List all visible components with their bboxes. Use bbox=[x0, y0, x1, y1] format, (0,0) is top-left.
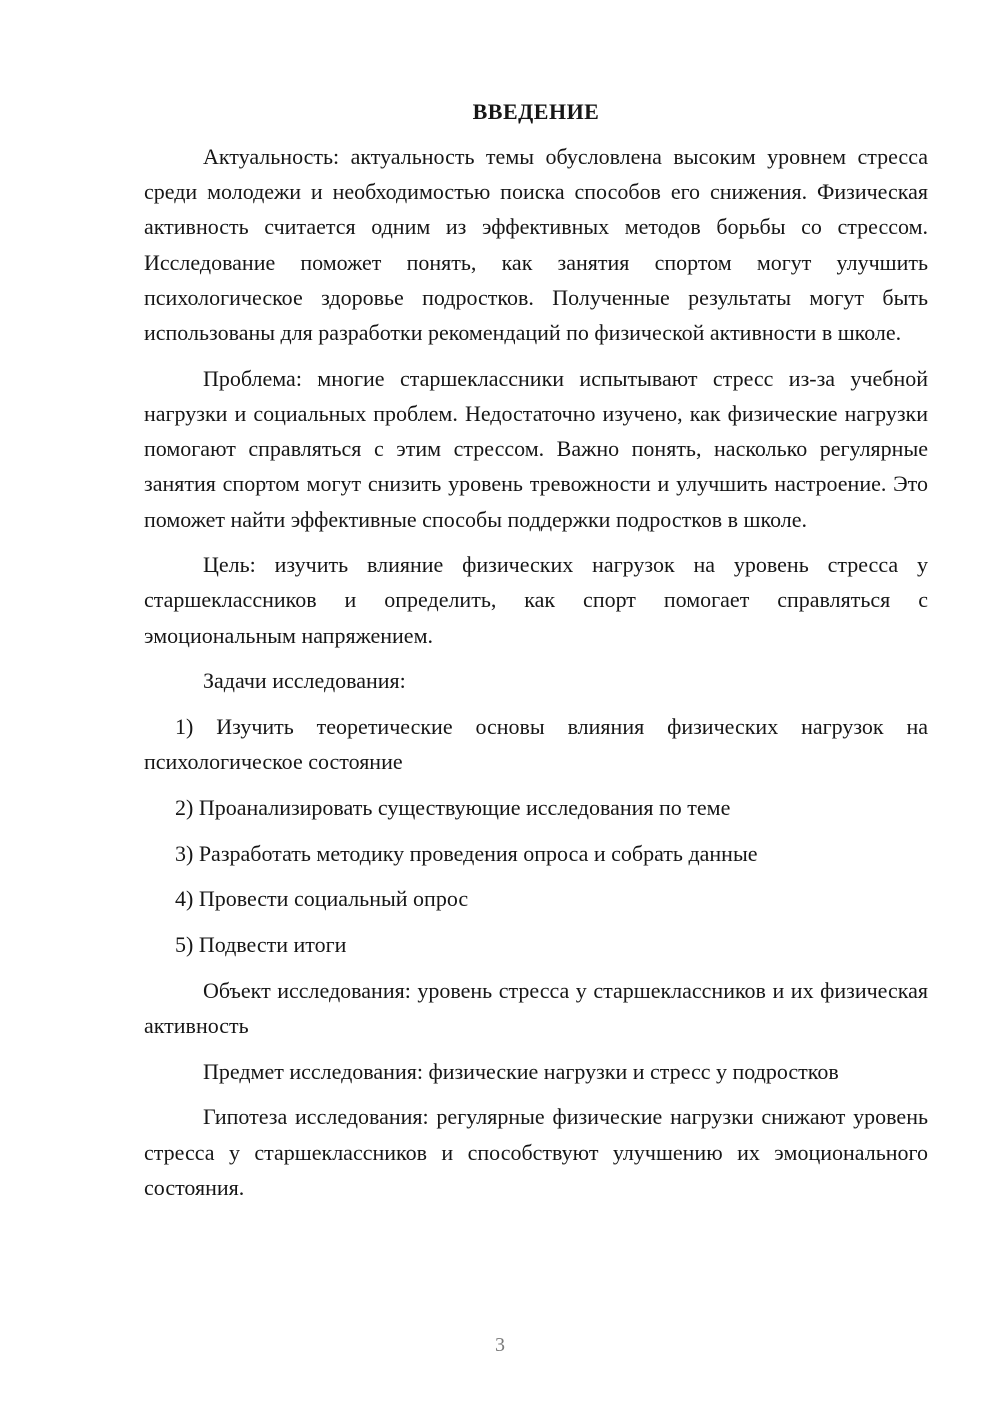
task-item-2: 2) Проанализировать существующие исследования по теме bbox=[175, 794, 731, 820]
tasks-heading: Задачи исследования: bbox=[203, 668, 406, 694]
task-item-1: 1) Изучить теоретические основы влияния физических нагрузок на психологическое состояние bbox=[144, 714, 928, 775]
hypothesis-paragraph: Гипотеза исследования: регулярные физические нагрузки снижают уровень стресса у старшеклассников и способствуют улучшению их эмоционального состояния. bbox=[144, 1104, 928, 1200]
goal-paragraph: Цель: изучить влияние физических нагрузок на уровень стресса у старшеклассников и определить, как спорт помогает справляться с эмоциональным напряжением. bbox=[144, 552, 928, 648]
object-paragraph: Объект исследования: уровень стресса у старшеклассников и их физическая активность bbox=[144, 977, 928, 1038]
task-item-4: 4) Провести социальный опрос bbox=[175, 886, 469, 912]
relevance-paragraph: Актуальность: актуальность темы обусловлена высоким уровнем стресса среди молодежи и необходимостью поиска способов его снижения. Физическая активность считается одним из эффективных методов борьбы со стрессом. Исследование поможет понять, как занятия спортом могут улучшить психологическое здоровье подростков. Полученные результаты могут быть использованы для разработки рекомендаций по физической активности в школе. bbox=[144, 144, 928, 346]
task-item-5: 5) Подвести итоги bbox=[175, 932, 347, 958]
page-number: 3 bbox=[495, 1334, 505, 1356]
page-content bbox=[144, 94, 928, 1205]
task-item-3: 3) Разработать методику проведения опроса и собрать данные bbox=[175, 840, 758, 866]
page-title: ВВЕДЕНИЕ bbox=[472, 99, 600, 124]
subject-paragraph: Предмет исследования: физические нагрузки и стресс у подростков bbox=[203, 1058, 839, 1084]
problem-paragraph: Проблема: многие старшеклассники испытывают стресс из-за учебной нагрузки и социальных проблем. Недостаточно изучено, как физические нагрузки помогают справляться с этим стрессом. Важно понять, насколько регулярные занятия спортом могут снизить уровень тревожности и улучшить настроение. Это поможет найти эффективные способы поддержки подростков в школе. bbox=[144, 365, 928, 532]
